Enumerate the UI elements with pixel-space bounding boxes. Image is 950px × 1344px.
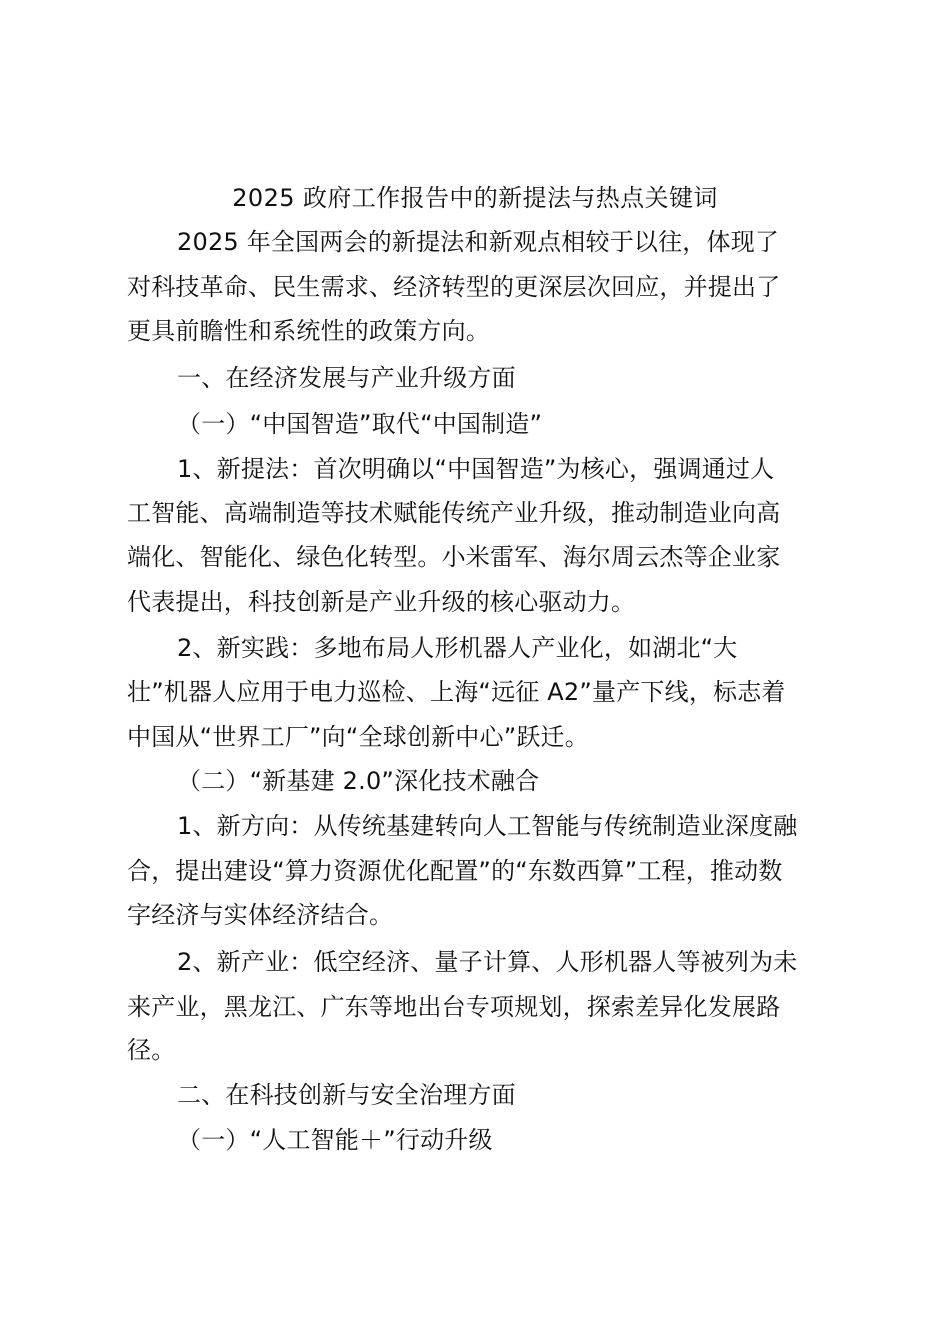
subsection-heading: （一）“人工智能＋”行动升级: [177, 1126, 493, 1154]
paragraph-line: 中国从“世界工厂”向“全球创新中心”跃迁。: [127, 723, 589, 751]
paragraph-line: 2、新产业：低空经济、量子计算、人形机器人等被列为未: [177, 948, 798, 976]
paragraph-line: 工智能、高端制造等技术赋能传统产业升级，推动制造业向高: [127, 499, 781, 527]
subsection-heading: （二）“新基建 2.0”深化技术融合: [177, 767, 540, 795]
paragraph-line: 1、新提法：首次明确以“中国智造”为核心，强调通过人: [177, 455, 775, 483]
paragraph-line: 字经济与实体经济结合。: [127, 901, 394, 929]
paragraph-line: 2025 年全国两会的新提法和新观点相较于以往，体现了: [177, 228, 780, 256]
paragraph-line: 径。: [127, 1036, 176, 1064]
paragraph-line: 2、新实践：多地布局人形机器人产业化，如湖北“大: [177, 634, 738, 662]
subsection-heading: （一）“中国智造”取代“中国制造”: [177, 410, 543, 438]
paragraph-line: 1、新方向：从传统基建转向人工智能与传统制造业深度融: [177, 812, 798, 840]
paragraph-line: 壮”机器人应用于电力巡检、上海“远征 A2”量产下线，标志着: [127, 678, 786, 706]
paragraph-line: 合，提出建设“算力资源优化配置”的“东数西算”工程，推动数: [127, 857, 783, 885]
paragraph-line: 端化、智能化、绿色化转型。小米雷军、海尔周云杰等企业家: [127, 543, 781, 571]
paragraph-line: 来产业，黑龙江、广东等地出台专项规划，探索差异化发展路: [127, 993, 781, 1021]
paragraph-line: 更具前瞻性和系统性的政策方向。: [127, 317, 490, 345]
section-heading: 一、在经济发展与产业升级方面: [177, 364, 516, 392]
paragraph-line: 对科技革命、民生需求、经济转型的更深层次回应，并提出了: [127, 273, 781, 301]
section-heading: 二、在科技创新与安全治理方面: [177, 1081, 516, 1109]
document-title: 2025 政府工作报告中的新提法与热点关键词: [232, 184, 718, 212]
paragraph-line: 代表提出，科技创新是产业升级的核心驱动力。: [127, 588, 636, 616]
